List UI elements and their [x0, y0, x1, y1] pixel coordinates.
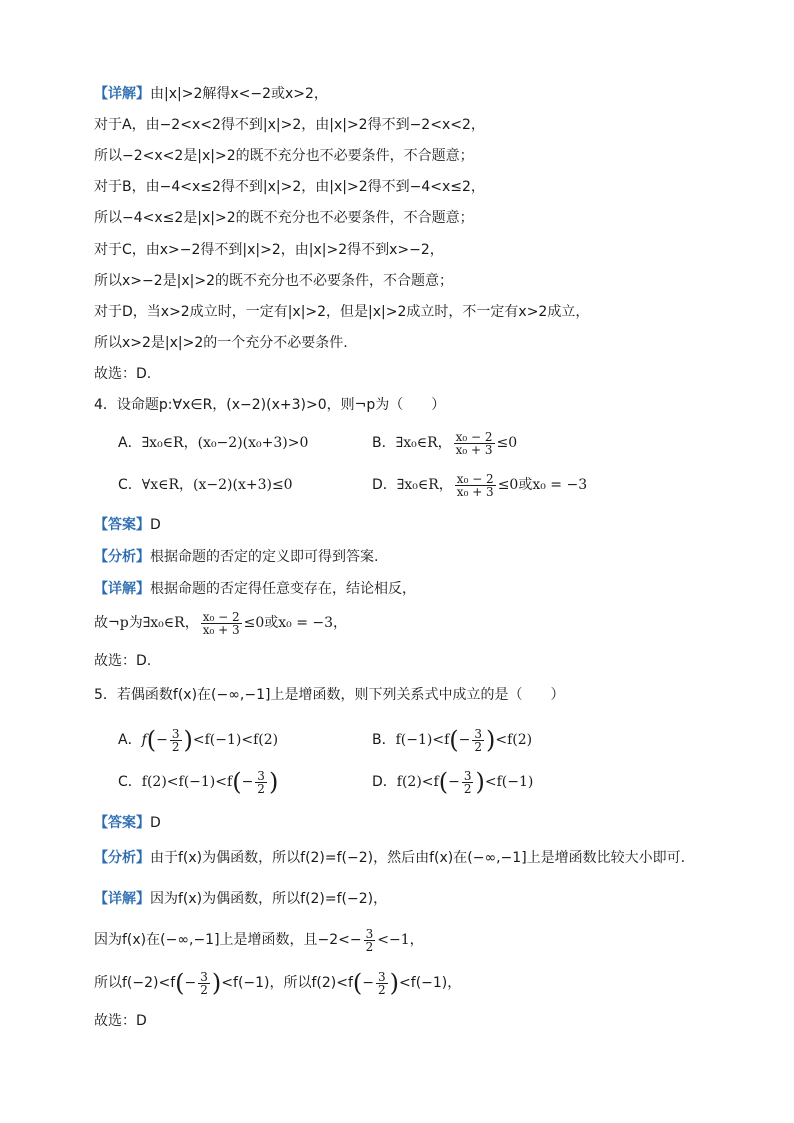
q5-answer-value: D — [150, 815, 161, 831]
fraction-denominator: 2 — [200, 982, 208, 997]
q4-choose-line — [94, 650, 734, 672]
answer-tag: 【答案】 — [94, 815, 150, 831]
q5-option-a-fraction — [170, 728, 182, 753]
q4-option-a-text: ∃x₀∈R，(x₀−2)(x₀+3)>0 — [141, 435, 309, 451]
q3-detail-text-1: 由|x|>2解得x<−2或x>2， — [150, 86, 328, 102]
q3-detail-text-7: 所以x>−2是|x|>2的既不充分也不必要条件，不合题意； — [94, 273, 454, 289]
q5-option-d-label: D． — [372, 774, 397, 790]
q4-detail2-prefix: 故¬p为∃x₀∈R， — [94, 615, 199, 631]
q3-detail-line-8 — [94, 301, 734, 323]
q3-detail-line-7 — [94, 270, 734, 292]
q5-detail2-suffix: <−1， — [377, 932, 424, 948]
analysis-tag: 【分析】 — [94, 549, 150, 565]
q5-analysis-text: 由于f(x)为偶函数，所以f(2)=f(−2)，然后由f(x)在(−∞,−1]上是增函数比较大小即可. — [150, 850, 686, 866]
fraction-denominator: 2 — [463, 781, 472, 796]
detail-tag: 【详解】 — [94, 86, 150, 102]
q3-choose-line — [94, 363, 734, 385]
q4-option-c[interactable] — [118, 470, 293, 500]
fraction-denominator: 2 — [171, 739, 180, 754]
q5-option-b-label: B． — [372, 732, 396, 748]
q3-detail-text-4: 对于B，由−4<x≤2得不到|x|>2，由|x|>2得不到−4<x≤2， — [94, 179, 485, 195]
fraction-numerator: x₀ − 2 — [202, 609, 240, 624]
fraction-numerator: 3 — [463, 768, 472, 783]
detail-tag: 【详解】 — [94, 581, 150, 597]
q5-option-d-fraction — [462, 770, 474, 795]
fraction-numerator: 3 — [200, 969, 208, 984]
q3-detail-line-5 — [94, 207, 734, 229]
q4-option-b-label: B． — [372, 435, 396, 451]
q4-option-a[interactable] — [118, 428, 308, 458]
q3-detail-text-3: 所以−2<x<2是|x|>2的既不充分也不必要条件，不合题意； — [94, 148, 474, 164]
q5-option-a-label: A． — [118, 732, 142, 748]
q3-choose-text: 故选：D. — [94, 366, 152, 382]
q5-option-d-suffix: <f(−1) — [484, 774, 534, 790]
q5-option-a-suffix: <f(−1)<f(2) — [192, 732, 279, 748]
q4-detail-line-2 — [94, 608, 347, 638]
q4-option-d[interactable] — [372, 470, 587, 500]
q3-detail-line-6 — [94, 239, 734, 261]
q3-detail-text-8: 对于D，当x>2成立时，一定有|x|>2，但是|x|>2成立时，不一定有x>2成立， — [94, 304, 590, 320]
q4-detail2-suffix: ≤0或x₀ = −3， — [243, 615, 348, 631]
q4-option-b-fraction — [454, 431, 495, 456]
fraction-numerator: x₀ − 2 — [455, 429, 493, 444]
q4-answer-value: D — [150, 517, 161, 533]
q4-option-b[interactable] — [372, 428, 517, 458]
q5-detail-line-3: 所以f(−2)<f(− $\frac{3}{2}$ )<f(−1)，所以f(2)<f(− $\frac{3}{2}$ )<f(−1)， — [94, 969, 462, 997]
q5-detail3-part-c: <f(−1)， — [399, 975, 462, 991]
analysis-tag: 【分析】 — [94, 850, 150, 866]
q3-detail-line-1 — [94, 83, 734, 105]
fraction-denominator: 2 — [365, 939, 374, 954]
fraction-denominator: x₀ + 3 — [456, 484, 494, 499]
q3-detail-text-9: 所以x>2是|x|>2的一个充分不必要条件. — [94, 335, 348, 351]
q5-option-c-label: C． — [118, 774, 142, 790]
q5-option-c-fraction — [255, 770, 267, 795]
q5-detail-line-1 — [94, 888, 734, 910]
fraction-numerator: 3 — [378, 969, 386, 984]
q4-option-d-label: D． — [372, 477, 397, 493]
q4-option-b-prefix: ∃x₀∈R， — [395, 435, 452, 451]
q5-choose-text: 故选：D — [94, 1013, 147, 1029]
q5-option-a[interactable]: A．f(− $\frac{3}{2}$ )<f(−1)<f(2) — [118, 726, 279, 754]
q4-answer-line — [94, 514, 734, 536]
fraction-denominator: 2 — [257, 781, 265, 796]
q5-option-d-prefix: f(2)<f — [396, 774, 439, 790]
q5-analysis-line — [94, 847, 734, 869]
q5-detail2-prefix: 因为f(x)在(−∞,−1]上是增函数，且−2<− — [94, 932, 362, 948]
q3-detail-line-4 — [94, 176, 734, 198]
q3-detail-text-6: 对于C，由x>−2得不到|x|>2，由|x|>2得不到x>−2， — [94, 242, 444, 258]
q4-option-c-label: C． — [118, 477, 142, 493]
q5-detail3-part-a: 所以f(−2)<f — [94, 975, 176, 991]
q5-option-b-prefix: f(−1)<f — [395, 732, 450, 748]
fraction-numerator: 3 — [171, 726, 180, 741]
q4-option-c-text: ∀x∈R，(x−2)(x+3)≤0 — [141, 477, 293, 493]
q5-option-b-suffix: <f(2) — [495, 732, 533, 748]
fraction-denominator: 2 — [378, 982, 386, 997]
q3-detail-line-3 — [94, 145, 734, 167]
q4-option-b-suffix: ≤0 — [496, 435, 518, 451]
q3-detail-text-5: 所以−4<x≤2是|x|>2的既不充分也不必要条件，不合题意； — [94, 210, 474, 226]
fraction-numerator: 3 — [365, 926, 374, 941]
q3-detail-text-2: 对于A，由−2<x<2得不到|x|>2，由|x|>2得不到−2<x<2， — [94, 117, 485, 133]
q5-option-c-prefix: f(2)<f(−1)<f — [141, 774, 233, 790]
q4-stem — [94, 394, 734, 416]
fraction-denominator: x₀ + 3 — [455, 442, 493, 457]
fraction-denominator: 2 — [474, 739, 483, 754]
q4-detail2-fraction — [201, 611, 242, 636]
q5-detail-text-1: 因为f(x)为偶函数，所以f(2)=f(−2)， — [150, 891, 388, 907]
fraction-numerator: 3 — [474, 726, 483, 741]
fraction-denominator: x₀ + 3 — [202, 622, 240, 637]
q5-detail3-part-b: <f(−1)，所以f(2)<f — [221, 975, 353, 991]
q4-option-d-suffix: ≤0或x₀ = −3 — [497, 477, 588, 493]
q5-detail-line-2 — [94, 925, 424, 955]
q5-answer-line — [94, 812, 734, 834]
q5-stem — [94, 684, 734, 706]
q4-option-a-label: A． — [118, 435, 142, 451]
q5-detail3-fraction-1 — [198, 971, 210, 996]
q5-detail2-fraction — [364, 928, 376, 953]
fraction-numerator: x₀ − 2 — [456, 471, 494, 486]
q4-analysis-text: 根据命题的否定的定义即可得到答案. — [150, 549, 379, 565]
q5-option-a-prefix: f — [141, 732, 147, 748]
q5-option-c[interactable]: C．f(2)<f(−1)<f(− $\frac{3}{2}$ ) — [118, 768, 279, 796]
q5-choose-line — [94, 1010, 734, 1032]
q4-analysis-line — [94, 546, 734, 568]
answer-tag: 【答案】 — [94, 517, 150, 533]
q4-detail-line — [94, 578, 734, 600]
q5-detail3-fraction-2 — [376, 971, 388, 996]
q4-stem-text: 4．设命题p:∀x∈R，(x−2)(x+3)>0，则¬p为（ ） — [94, 397, 446, 413]
q5-option-b[interactable]: B．f(−1)<f(− $\frac{3}{2}$ )<f(2) — [372, 726, 533, 754]
fraction-numerator: 3 — [257, 768, 265, 783]
q4-option-d-fraction — [455, 473, 496, 498]
q4-detail-text: 根据命题的否定得任意变存在，结论相反， — [150, 581, 416, 597]
q5-option-b-fraction — [472, 728, 484, 753]
q5-option-d[interactable]: D．f(2)<f(− $\frac{3}{2}$ )<f(−1) — [372, 768, 534, 796]
q3-detail-line-9 — [94, 332, 734, 354]
q5-stem-text: 5．若偶函数f(x)在(−∞,−1]上是增函数，则下列关系式中成立的是（ ） — [94, 687, 565, 703]
q3-detail-line-2 — [94, 114, 734, 136]
detail-tag: 【详解】 — [94, 891, 150, 907]
q4-option-d-prefix: ∃x₀∈R， — [396, 477, 453, 493]
q4-choose-text: 故选：D. — [94, 653, 152, 669]
